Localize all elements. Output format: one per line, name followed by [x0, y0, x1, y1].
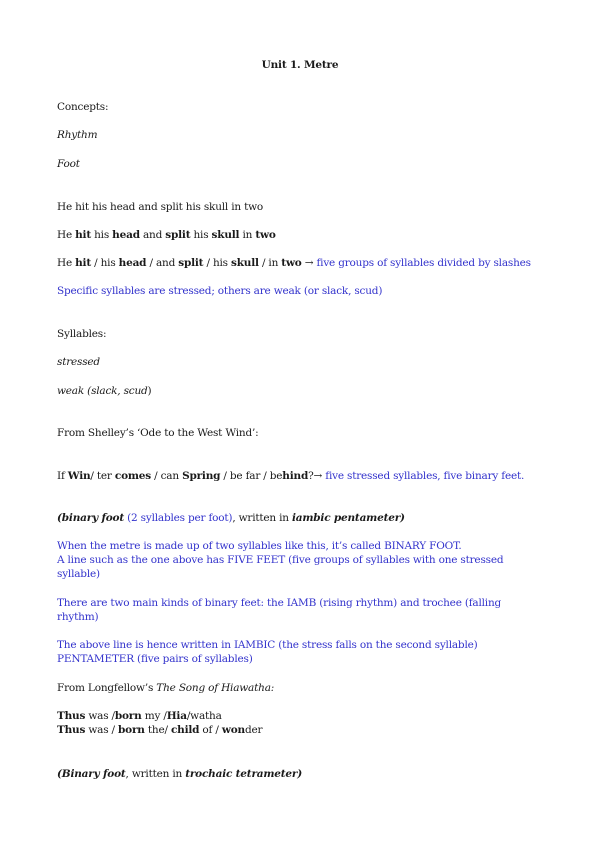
concept-foot: Foot: [57, 158, 80, 170]
longfellow-label: (Binary foot, written in trochaic tetrameter): [57, 768, 302, 780]
shelley-line: If Win/ ter comes / can Spring / be far / behind?→ five stressed syllables, five binary feet.: [57, 470, 525, 482]
syllables-heading: Syllables:: [57, 328, 107, 340]
longfellow-line-1: Thus was /born my /Hia/watha: [57, 710, 222, 722]
binary-feet-p2a: There are two main kinds of binary feet: the IAMB (rising rhythm) and trochee (falling: [57, 597, 502, 609]
shelley-note: five stressed syllables, five binary feet.: [325, 470, 525, 482]
longfellow-intro: From Longfellow’s The Song of Hiawatha:: [57, 682, 275, 694]
example-bold: He hit his head and split his skull in two: [57, 229, 276, 241]
iambic-p3a: The above line is hence written in IAMBIC (the stress falls on the second syllable): [57, 639, 478, 651]
syllable-weak: weak (slack, scud): [57, 385, 152, 397]
stress-note: Specific syllables are stressed; others are weak (or slack, scud): [57, 285, 383, 297]
example-slashed: He hit / his head / and split / his skull / in two → five groups of syllables divided by slashes: [57, 257, 531, 269]
slashed-note: five groups of syllables divided by slashes: [316, 257, 531, 269]
shelley-label: (binary foot (2 syllables per foot), written in iambic pentameter): [57, 512, 405, 524]
concept-rhythm: Rhythm: [57, 129, 98, 141]
binary-feet-p2b: rhythm): [57, 611, 99, 623]
concepts-heading: Concepts:: [57, 101, 109, 113]
binary-foot-p1c: syllable): [57, 568, 100, 580]
iambic-p3b: PENTAMETER (five pairs of syllables): [57, 653, 253, 665]
shelley-intro: From Shelley’s ‘Ode to the West Wind’:: [57, 427, 259, 439]
page-title: Unit 1. Metre: [261, 59, 339, 71]
longfellow-line-2: Thus was / born the/ child of / wonder: [57, 724, 263, 736]
binary-foot-p1b: A line such as the one above has FIVE FEET (five groups of syllables with one stressed: [57, 554, 504, 566]
example-plain: He hit his head and split his skull in two: [57, 201, 263, 213]
binary-foot-p1a: When the metre is made up of two syllables like this, it’s called BINARY FOOT.: [57, 540, 462, 552]
syllable-stressed: stressed: [57, 356, 100, 368]
